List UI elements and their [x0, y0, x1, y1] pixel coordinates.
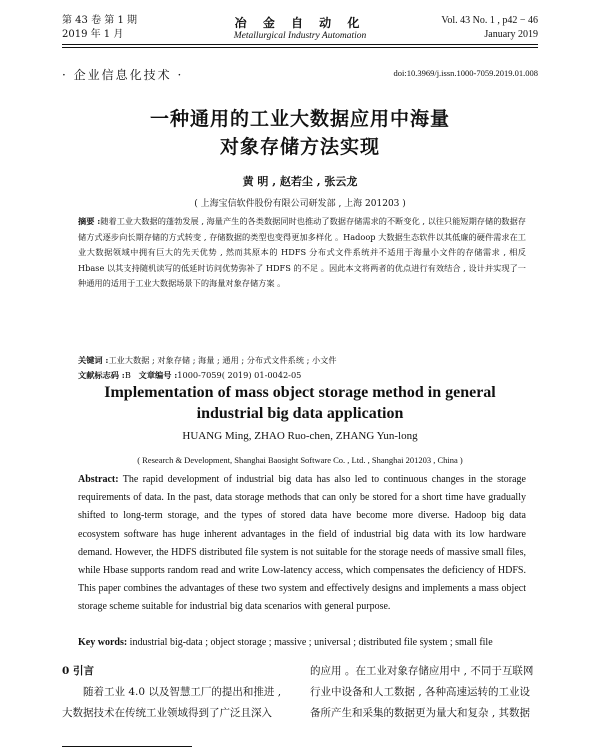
title-cn-line2: 对象存储方法实现: [219, 136, 380, 158]
volume-pages: Vol. 43 No. 1 , p42 − 46: [441, 15, 538, 26]
intro-right-column: [310, 661, 542, 724]
abstract-en: [78, 471, 526, 617]
title-cn-line1: 一种通用的工业大数据应用中海量: [149, 108, 450, 130]
classification-cn: [78, 370, 301, 381]
intro-left-line: 随着工业 4.0 以及智慧工厂的提出和推进 ,: [83, 686, 282, 698]
intro-left-column: [62, 661, 302, 724]
keywords-cn-text: 工业大数据 ; 对象存储 ; 海量 ; 通用 ; 分布式文件系统 ; 小文件: [108, 355, 337, 365]
footnote-rule: [62, 746, 192, 747]
title-en-line2: industrial big data application: [196, 405, 404, 422]
doc-code-value: B: [124, 370, 131, 380]
abstract-en-label: Abstract:: [78, 474, 119, 485]
title-en-line1: Implementation of mass object storage method in general: [104, 384, 496, 401]
authors-en: HUANG Ming, ZHAO Ruo-chen, ZHANG Yun-long: [182, 430, 418, 442]
journal-name-cn: 冶 金 自 动 化: [234, 16, 366, 30]
doc-code-label: 文献标志码 :: [78, 370, 125, 380]
intro-left-line: 大数据技术在传统工业领域得到了广泛且深入: [62, 707, 272, 719]
intro-right-line: 行业中设备和人工数据 , 各种高速运转的工业设: [310, 686, 531, 698]
section-label: · 企业信息化技术 ·: [62, 68, 184, 82]
keywords-en-text: industrial big-data ; object storage ; massive ; universal ; distributed file system ; small file: [129, 637, 493, 648]
authors-cn: 黄 明 , 赵若尘 , 张云龙: [242, 175, 358, 188]
journal-name-en: Metallurgical Industry Automation: [233, 31, 367, 41]
abstract-cn: [78, 214, 526, 292]
keywords-en-label: Key words:: [78, 637, 128, 648]
keywords-cn: [78, 355, 337, 366]
doi[interactable]: doi:10.3969/j.issn.1000-7059.2019.01.008: [393, 68, 538, 78]
issue-date: 2019 年 1 月: [62, 29, 124, 40]
intro-right-line: 备所产生和采集的数据更为量大和复杂 , 其数据: [310, 707, 531, 719]
article-id-value: 1000-7059( 2019) 01-0042-05: [177, 370, 302, 380]
journal-issue-info-en: [441, 14, 538, 42]
affiliation-en: ( Research & Development, Shanghai Baosight Software Co. , Ltd. , Shanghai 201203 , China ): [137, 455, 463, 465]
intro-right-line: 的应用 。在工业对象存储应用中 , 不同于互联网: [310, 665, 534, 677]
article-id-label: 文章编号 :: [138, 370, 178, 380]
abstract-en-text: The rapid development of industrial big data has also led to continuous changes in the storage requirements of data. In the past, data storage methods that can only be stored for a short time have gradually shifted to long-term storage, and the types of stored data have become more diverse. Hadoop big data ecosystem software has huge inherent advantages in the field of industrial big data with its low hardware demand. However, the HDFS distributed file system is not suitable for the storage needs of massive small files, while Hbase supports random read and write Low-latency access, which compensates the deficiency of HDFS. This paper combines the advantages of these two system and effectively designs and implements a mass object storage scheme suitable for industrial big data scenarios with general purpose.: [78, 474, 526, 613]
affiliation-cn: ( 上海宝信软件股份有限公司研发部 , 上海 201203 ): [194, 199, 406, 209]
intro-heading: 0 引言: [62, 665, 94, 677]
keywords-cn-label: 关键词 :: [78, 355, 109, 365]
issue-date-en: January 2019: [484, 29, 538, 40]
header-rule: [62, 44, 538, 45]
keywords-en: [78, 637, 538, 648]
volume-issue: 第 43 卷 第 1 期: [62, 15, 137, 26]
abstract-cn-text: 随着工业大数据的蓬勃发展 , 海量产生的各类数据同时也推动了数据存储需求的不断变化 , 以往只能短期存储的数据存储方式逐步向长期存储的方式转变 , 存储数据的类型也变得更加多样化 。Hadoop 大数据生态软件以其低廉的硬件需求在工业大数据领域中拥有巨大的先天优势 , 然而其原本的 HDFS 分布式文件系统并不适用于海量小文件的存储需求 , 相反 Hbase 以其支持随机读写的低延时访问优势弥补了 HDFS 的不足 。因此本文将两者的优点进行有效结合 , 设计并实现了一种通用的适用于工业大数据场景下的海量对象存储方案 。: [78, 216, 526, 289]
header-rule-thin: [62, 47, 538, 48]
abstract-cn-label: 摘要 :: [78, 216, 101, 226]
